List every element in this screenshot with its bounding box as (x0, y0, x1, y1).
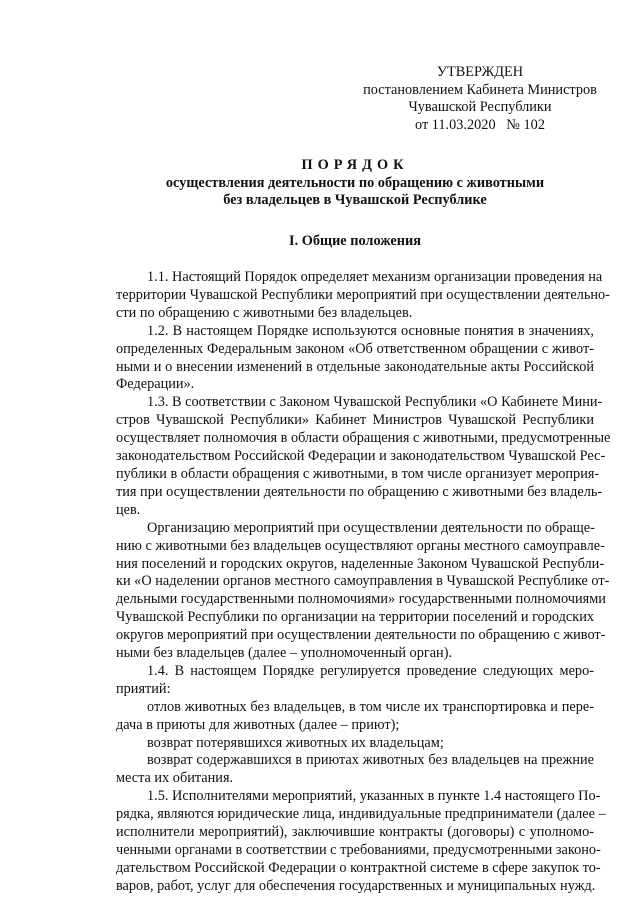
text-line: места их обитания. (116, 770, 234, 787)
text-line: возврат содержавшихся в приютах животных без владельцев на прежние (147, 752, 594, 769)
text-line: отлов животных без владельцев, в том числе их транспортировка и пере- (147, 698, 594, 715)
approval-republic: Чувашской Республики (408, 99, 552, 115)
text-line: 1.1. Настоящий Порядок определяет механизм организации проведения на (147, 269, 603, 285)
text-line: территории Чувашской Республики мероприятий при осуществлении деятельно- (116, 286, 610, 303)
text-line: ченными органами в соответствии с требованиями, предусмотренными законо- (116, 842, 601, 858)
text-line: дача в приюты для животных (далее – приют); (116, 716, 400, 733)
text-line: 1.5. Исполнителями мероприятий, указанных в пункте 1.4 настоящего По- (147, 788, 601, 805)
text-line: приятий: (116, 680, 171, 697)
text-line: нию с животными без владельцев осуществляют органы местного самоуправле- (116, 537, 605, 554)
text-line: исполнители мероприятий), заключившие контракты (договоры) с уполномо- (116, 824, 594, 841)
title-main: ПОРЯДОК (301, 157, 409, 173)
section-heading: I. Общие положения (289, 233, 421, 249)
text-line: ния поселений и городских округов, наделенные Законом Чувашской Республи- (116, 555, 605, 572)
text-line: законодательством Российской Федерации и законодательством Чувашской Рес- (116, 448, 606, 465)
text-line: возврат потерявшихся животных их владельцам; (147, 734, 444, 751)
text-line: публики в области обращения с животными, в том числе организует мероприя- (116, 465, 600, 482)
text-line: ными и о внесении изменений в отдельные законодательные акты Российской (116, 358, 594, 375)
text-line: 1.4. В настоящем Порядке регулируется проведение следующих меро- (147, 662, 594, 679)
text-line: Чувашской Республики по организации на территории поселений и городских (116, 609, 594, 626)
text-line: Организацию мероприятий при осуществлении деятельности по обраще- (147, 519, 595, 536)
text-line: стров Чувашской Республики» Кабинет Министров Чувашской Республики (116, 412, 594, 429)
text-line: рядка, являются юридические лица, индивидуальные предприниматели (далее – (116, 806, 606, 823)
text-line: сти по обращению с животными без владельцев. (116, 304, 413, 321)
approval-stamp (360, 64, 600, 134)
title-subtitle-line-2: без владельцев в Чувашской Республике (223, 192, 487, 208)
title-subtitle-line-1: осуществления деятельности по обращению с животными (165, 175, 545, 191)
text-line: Федерации». (116, 376, 195, 393)
document-title (100, 157, 610, 209)
text-line: варов, работ, услуг для обеспечения государственных и муниципальных нужд. (116, 877, 596, 894)
text-line: дельными государственными полномочиями» государственными полномочиями (116, 591, 606, 608)
text-line: ными без владельцев (далее – уполномоченный орган). (116, 645, 453, 662)
text-line: тия при осуществлении деятельности по обращению с животными без владель- (116, 483, 603, 500)
text-line: 1.2. В настоящем Порядке используются основные понятия в значениях, (147, 322, 594, 339)
text-line: цев. (116, 501, 141, 518)
approval-date-number: от 11.03.2020 № 102 (415, 116, 545, 133)
text-line: дательством Российской Федерации о контрактной системе в сфере закупок то- (116, 859, 601, 876)
text-line: определенных Федеральным законом «Об ответственном обращении с живот- (116, 340, 594, 357)
text-line: округов мероприятий при осуществлении деятельности по обращению с живот- (116, 627, 606, 644)
text-line: осуществляет полномочия в области обращения с животными, предусмотренные (116, 430, 611, 447)
text-line: 1.3. В соответствии с Законом Чувашской Республики «О Кабинете Мини- (147, 394, 603, 411)
text-line: ки «О наделении органов местного самоуправления в Чувашской Республике от- (116, 573, 610, 590)
approval-title: УТВЕРЖДЕН (436, 64, 524, 80)
approval-authority: постановлением Кабинета Министров (363, 81, 597, 98)
document-body (116, 269, 611, 896)
